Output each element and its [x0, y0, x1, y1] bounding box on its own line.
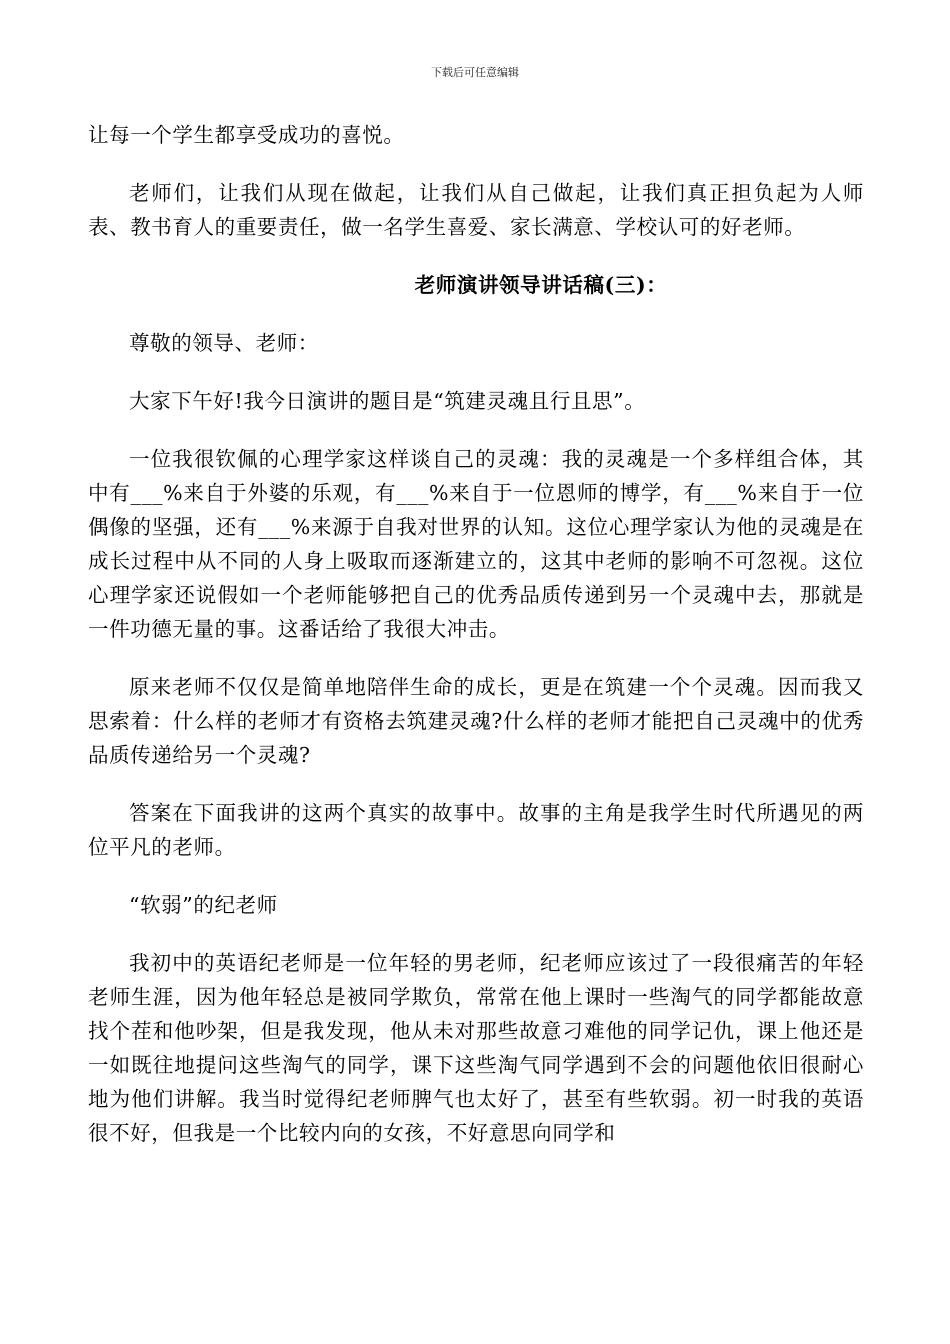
subheading-teacher-ji: “软弱”的纪老师 — [129, 893, 278, 917]
paragraph-salutation: 尊敬的领导、老师： — [129, 331, 319, 355]
paragraph-1: 让每一个学生都享受成功的喜悦。 — [88, 123, 405, 147]
paragraph-psychologist: 一位我很钦佩的心理学家这样谈自己的灵魂：我的灵魂是一个多样组合体，其中有___%来自于外婆的乐观，有___%来自于一位恩师的博学，有___%来自于一位偶像的坚强，还有___%来源于自我对世界的认知。这位心理学家认为他的灵魂是在成长过程中从不同的人身上吸取而逐渐建立的，这其中老师的影响不可忽视。这位心理学家还说假如一个老师能够把自己的优秀品质传递到另一个灵魂中去，那就是一件功德无量的事。这番话给了我很大冲击。 — [88, 447, 864, 641]
page-header-note: 下载后可任意编辑 — [431, 66, 519, 79]
document-body — [88, 118, 864, 1174]
paragraph-2: 老师们，让我们从现在做起，让我们从自己做起，让我们真正担负起为人师表、教书育人的重要责任，做一名学生喜爱、家长满意、学校认可的好老师。 — [88, 181, 864, 239]
paragraph-answer: 答案在下面我讲的这两个真实的故事中。故事的主角是我学生时代所遇见的两位平凡的老师。 — [88, 801, 864, 859]
paragraph-greeting: 大家下午好!我今日演讲的题目是“筑建灵魂且行且思”。 — [129, 389, 646, 413]
paragraph-reflection: 原来老师不仅仅是简单地陪伴生命的成长，更是在筑建一个个灵魂。因而我又思索着：什么样的老师才有资格去筑建灵魂?什么样的老师才能把自己灵魂中的优秀品质传递给另一个灵魂? — [88, 675, 864, 767]
paragraph-teacher-ji: 我初中的英语纪老师是一位年轻的男老师，纪老师应该过了一段很痛苦的年轻老师生涯，因为他年轻总是被同学欺负，常常在他上课时一些淘气的同学都能故意找个茬和他吵架，但是我发现，他从未对那些故意刁难他的同学记仇，课上他还是一如既往地提问这些淘气的同学，课下这些淘气同学遇到不会的问题他依旧很耐心地为他们讲解。我当时觉得纪老师脾气也太好了，甚至有些软弱。初一时我的英语很不好，但我是一个比较内向的女孩，不好意思向同学和 — [88, 951, 864, 1145]
section-heading: 老师演讲领导讲话稿(三)： — [414, 273, 668, 297]
